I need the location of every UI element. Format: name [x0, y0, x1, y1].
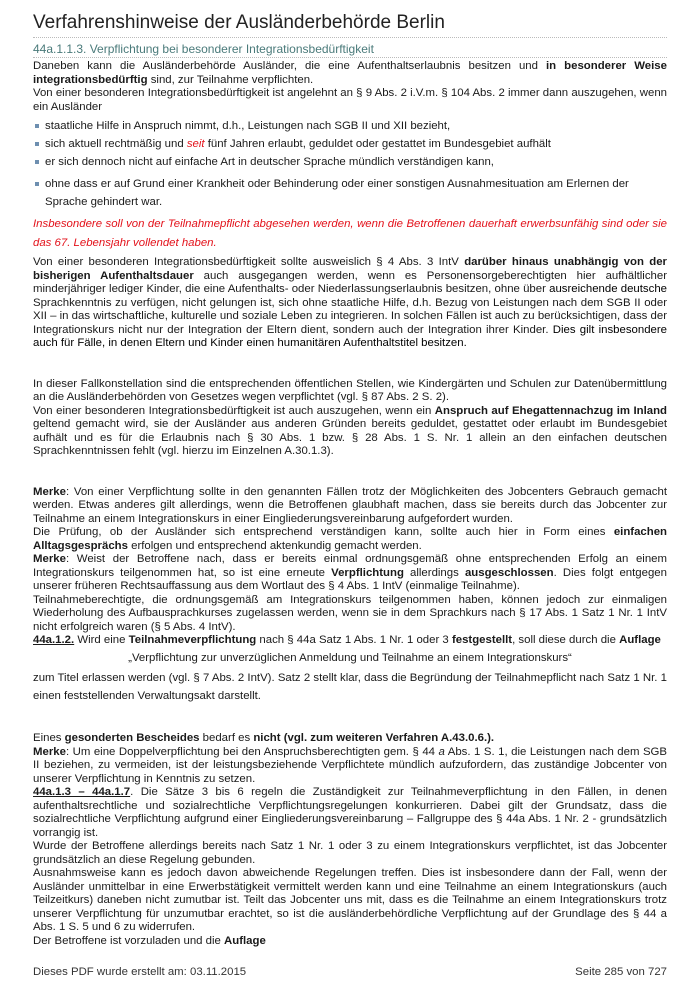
- paragraph-check: [33, 526, 667, 553]
- bold-text: nicht (vgl. zum weiteren Verfahren A.43.0.6.).: [253, 732, 495, 744]
- text: Dies gilt insbesondere auch für Fälle, in denen Eltern und Kinder einen humanitären Aufenthaltstitel besitzen.: [33, 323, 667, 349]
- text: : Um eine Doppelverpflichtung bei den Anspruchsberechtigten gem. § 44: [65, 745, 439, 758]
- paragraph-exception: Ausnahmsweise kann es jedoch davon abweichende Regelungen treffen. Dies ist insbesondere dann der Fall, wenn der Ausländer unmittelbar in eine Erwerbstätigkeit vermittelt werden kann und eine Teilnahme an einem Integrationskurs (auch Teilzeitkurs) daneben nicht zumutbar ist. Teilt das Jobcenter uns mit, dass es die Teilnahme an einem Integrationskurs trotz unserer Verpflichtung für unzumutbar erachtet, so ist die ausländerbehördliche Verpflichtung auf der Grundlage des § 44 a Abs. 1 S. 5 und 6 zu widerrufen.: [33, 867, 667, 933]
- text: allerdings: [403, 566, 465, 579]
- text: ausreichende deutsche: [549, 283, 667, 295]
- bullet-icon: [35, 142, 39, 146]
- paragraph-44a-1-3: [33, 786, 667, 840]
- footer-page-number: Seite 285 von 727: [575, 966, 667, 978]
- list-item: [33, 135, 667, 153]
- spacer: [33, 705, 667, 732]
- bold-text: in besonderer Weise integrationsbedürftig: [33, 60, 667, 86]
- paragraph-merke-3: [33, 746, 667, 787]
- text: : Weist der Betroffene nach, dass er bereits einmal ordnungsgemäß ohne entsprechenden Erfolg an einem Integrationskurs teilgenommen hat, so ist eine erneute: [33, 553, 667, 579]
- bold-text: Teilnahmeverpflichtung: [128, 634, 257, 646]
- paragraph-notice: [33, 732, 667, 746]
- paragraph-definition: Von einer besonderen Integrationsbedürftigkeit ist angelehnt an § 9 Abs. 2 i.V.m. § 104 Abs. 2 immer dann auszugehen, wenn ein Ausländer: [33, 87, 667, 113]
- paragraph-data-transfer: In dieser Fallkonstellation sind die entsprechenden öffentlichen Stellen, wie Kindergärten und Schulen zur Datenübermittlung an die Ausländerbehörden von Gesetzes wegen verpflichtet (vgl. § 87 Abs. 2 S. 2).: [33, 377, 667, 403]
- list-item: [33, 175, 667, 211]
- page-title: Verfahrenshinweise der Ausländerbehörde Berlin: [33, 12, 445, 33]
- list-item: [33, 153, 667, 171]
- paragraph-summon: [33, 935, 667, 949]
- paragraph-merke-1: [33, 486, 667, 527]
- text: Sprachkenntnis zu verfügen, nicht gelungen ist, sich ohne staatliche Hilfe, d.h. Bezug von Leistungen nach dem SGB II oder XII – in das wirtschaftliche, kulturelle und soziale Leben zu integrieren. In solchen Fällen ist auch zu berücksichtigen, dass der Integrationskurs nicht nur der Integration der Eltern dient, sondern auch der Integration ihrer Kinder.: [33, 296, 667, 336]
- criteria-list: [33, 117, 667, 211]
- text: erfolgen und entsprechend aktenkundig gemacht werden.: [127, 539, 422, 552]
- paragraph-spouse: [33, 405, 667, 459]
- paragraph-special-case: [33, 256, 667, 351]
- section-ref: 44a.1.3 – 44a.1.7: [33, 786, 131, 798]
- divider: [33, 57, 667, 58]
- bold-text: Verpflichtung: [331, 566, 404, 579]
- footer-created-date: Dieses PDF wurde erstellt am: 03.11.2015: [33, 966, 247, 978]
- paragraph-bound: Wurde der Betroffene allerdings bereits nach Satz 1 Nr. 1 oder 3 zu einem Integrationskurs verpflichtet, ist das Jobcenter grundsätzlich an diese Regelung gebunden.: [33, 840, 667, 866]
- text: , soll diese durch die: [512, 634, 620, 646]
- text: Daneben kann die Ausländerbehörde Ausländer, die eine Aufenthaltserlaubnis besitzen und: [33, 60, 547, 72]
- paragraph-merke-2: [33, 553, 667, 594]
- text: auch ausgegangen werden, wenn es Personensorgeberechtigten hier aufhältlicher minderjähriger lediger Kinder, die eine Aufenthalts- oder Niederlassungserlaubnis besitzen, ohne über: [33, 269, 667, 295]
- paragraph-44a-1-2: [33, 634, 667, 648]
- paragraph-title-condition: zum Titel erlassen werden (vgl. § 7 Abs. 2 IntV). Satz 2 stellt klar, dass die Begründung der Teilnahmepflicht nach Satz 1 Nr. 1 einen feststellenden Verwaltungsakt darstellt.: [33, 672, 667, 702]
- bold-text: einfachen Alltagsgesprächs: [33, 526, 667, 552]
- list-item-text: ohne dass er auf Grund einer Krankheit oder Behinderung oder einer sonstigen Ausnahmesituation am Erlernen der Sprache gehindert war.: [45, 178, 629, 208]
- quote-line: „Verpflichtung zur unverzüglichen Anmeldung und Teilnahme an einem Integrationskurs“: [128, 651, 572, 664]
- text: . Die Sätze 3 bis 6 regeln die Zuständigkeit zur Teilnahmeverpflichtung in den Fällen, in denen aufenthaltsrechtliche und sozialrechtliche Verpflichtungsregelungen konkurrieren. Dabei gilt der Grundsatz, dass die sozialrechtliche Verpflichtung aufgrund einer Eingliederungsvereinbarung – Fallgruppe des § 44a Abs. 1 Nr. 2 - grundsätzlich vorrangig ist.: [33, 786, 667, 839]
- text: bedarf es: [199, 732, 254, 744]
- page-footer: [33, 966, 667, 978]
- bold-text: darüber hinaus unabhängig von der bisherigen Aufenthaltsdauer: [33, 256, 667, 282]
- divider: [33, 37, 667, 38]
- text: sind, zur Teilnahme verpflichten.: [147, 73, 314, 86]
- text: Die Prüfung, ob der Ausländer sich entsprechend verständigen kann, sollte auch hier in Form eines: [33, 526, 614, 538]
- text: Von einer besonderen Integrationsbedürftigkeit ist auch auszugehen, wenn ein: [33, 404, 435, 417]
- list-item-text: staatliche Hilfe in Anspruch nimmt, d.h., Leistungen nach SGB II und XII bezieht,: [45, 120, 451, 132]
- spacer: [33, 351, 667, 378]
- text: Abs. 1 S. 1, die Leistungen nach dem SGB II beziehen, zu vermeiden, ist der leistungsbeziehende Verpflichtete mündlich aufzufordern, das zuständige Jobcenter von unserer Verpflichtung in Kenntnis zu setzen.: [33, 745, 667, 785]
- bold-text: Auflage: [224, 934, 266, 947]
- text: geltend gemacht wird, sie der Ausländer aus anderen Gründen bereits geduldet, gestattet oder erlaubt im Bundesgebiet aufhält und es für die Erlaubnis nach § 30 Abs. 1 bzw. § 28 Abs. 1 S. Nr. 1 allein an den einfachen deutschen Sprachkenntnissen fehlt (vgl. hierzu im Einzelnen A.30.1.3).: [33, 418, 667, 457]
- section-ref: 44a.1.2.: [33, 634, 75, 646]
- list-item-text: fünf Jahren erlaubt, geduldet oder gestattet im Bundesgebiet aufhält: [204, 138, 551, 150]
- highlight-text: seit: [186, 138, 205, 150]
- bullet-icon: [35, 124, 39, 128]
- spacer: [33, 459, 667, 486]
- bold-text: Merke: [33, 485, 66, 498]
- bold-text: Merke: [33, 745, 66, 758]
- document-body: [33, 60, 667, 948]
- text: . Dies folgt entgegen unserer früheren Rechtsauffassung aus dem Wortlaut des § 4 Abs. 1 IntV (einmalige Teilnahme).: [33, 566, 667, 592]
- bold-text: gesonderten Bescheides: [64, 732, 200, 744]
- bold-text: Merke: [33, 553, 66, 565]
- section-heading: 44a.1.1.3. Verpflichtung bei besonderer Integrationsbedürftigkeit: [33, 42, 374, 56]
- text: Wird eine: [74, 634, 129, 646]
- italic-text: a: [438, 745, 445, 758]
- bold-text: ausgeschlossen: [464, 566, 554, 579]
- paragraph-intro: [33, 60, 667, 87]
- list-item: [33, 117, 667, 135]
- text: Von einer besonderen Integrationsbedürftigkeit sollte ausweislich § 4 Abs. 3 IntV: [33, 256, 465, 268]
- bold-text: festgestellt: [451, 634, 513, 646]
- text: nach § 44a Satz 1 Abs. 1 Nr. 1 oder 3: [256, 634, 452, 646]
- bullet-icon: [35, 182, 39, 186]
- bullet-icon: [35, 160, 39, 164]
- bold-text: Anspruch auf Ehegattennachzug im Inland: [434, 404, 668, 417]
- paragraph-repeat: Teilnahmeberechtigte, die ordnungsgemäß am Integrationskurs teilgenommen haben, können jedoch zur einmaligen Wiederholung des Aufbausprachkurses zugelassen werden, wenn sie in dem Sprachkurs nach § 17 Abs. 1 Satz 1 Nr. 1 IntV nicht erfolgreich waren (§ 5 Abs. 4 IntV).: [33, 593, 667, 633]
- red-note: Insbesondere soll von der Teilnahmepflicht abgesehen werden, wenn die Betroffenen dauerhaft erwerbsunfähig sind oder sie das 67. Lebensjahr vollendet haben.: [33, 218, 667, 249]
- text: Der Betroffene ist vorzuladen und die: [33, 934, 225, 947]
- list-item-text: er sich dennoch nicht auf einfache Art in deutscher Sprache mündlich verständigen kann,: [45, 156, 494, 168]
- list-item-text: sich aktuell rechtmäßig und: [45, 138, 187, 150]
- text: Eines: [33, 732, 65, 744]
- text: : Von einer Verpflichtung sollte in den genannten Fällen trotz der Möglichkeiten des Jobcenters Gebrauch gemacht werden. Etwas anderes gilt allerdings, wenn die Betroffenen glaubhaft machen, dass sie bereits durch das Jobcenter zur Teilnahme an einem Integrationskurs in einer Eingliederungsvereinbarung aufgefordert wurden.: [33, 485, 667, 525]
- bold-text: Auflage: [619, 634, 661, 646]
